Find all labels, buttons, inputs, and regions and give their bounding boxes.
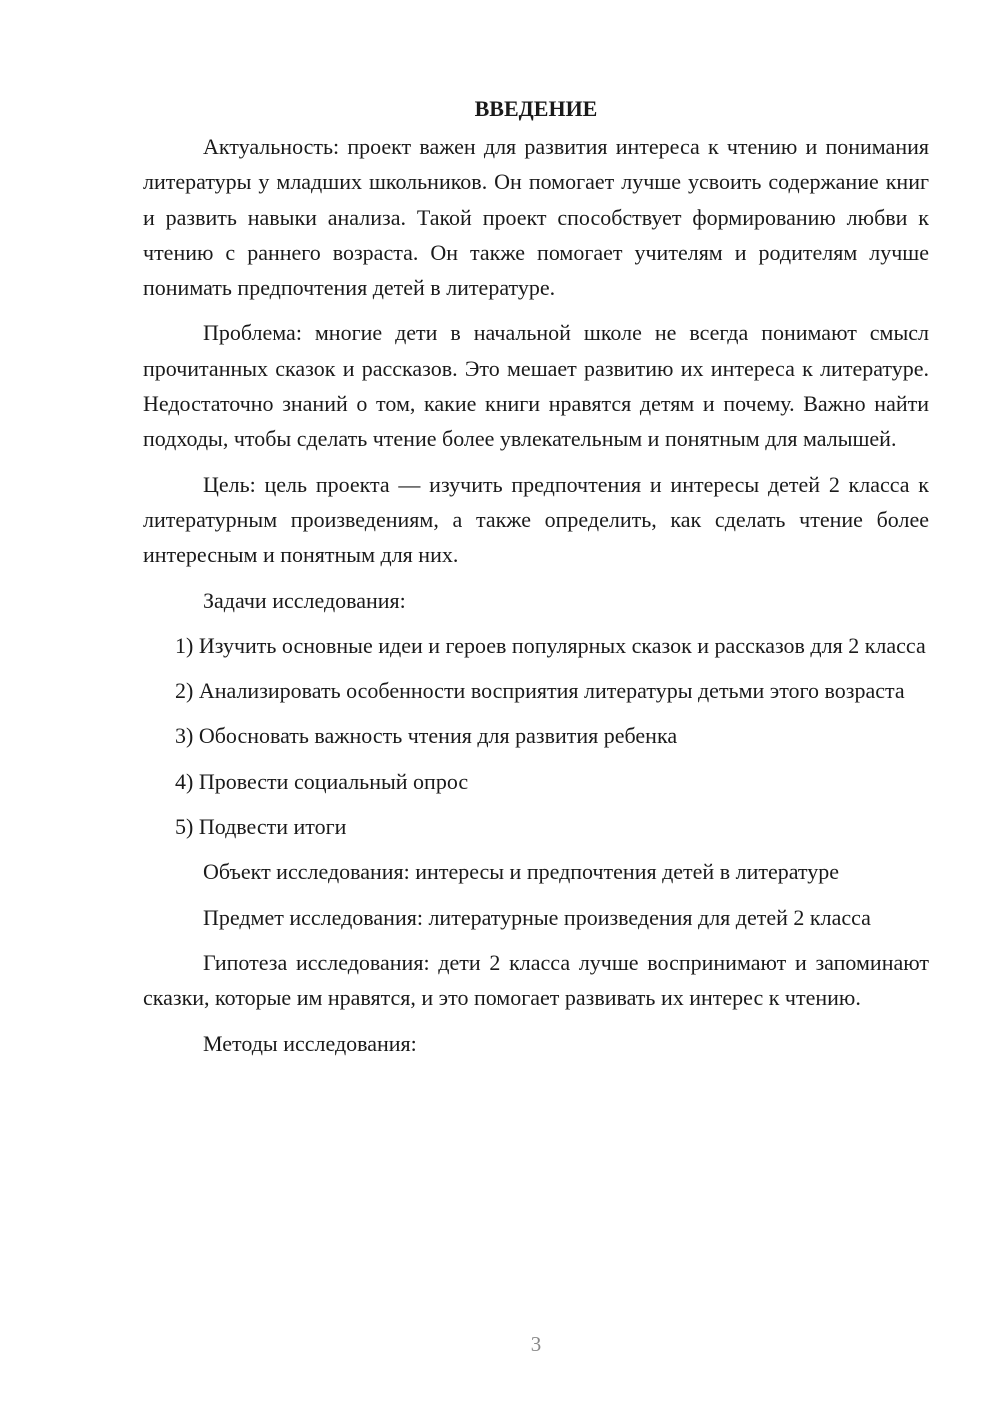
relevance-paragraph: Актуальность: проект важен для развития интереса к чтению и понимания литературы у младших школьников. Он помогает лучше усвоить содержание книг и развить навыки анализа. Такой проект способствует формированию любви к чтению с раннего возраста. Он также помогает учителям и родителям лучше понимать предпочтения детей в литературе. [143,134,929,301]
task-item-3: 3) Обосновать важность чтения для развития ребенка [175,723,678,749]
task-item-5: 5) Подвести итоги [175,814,347,840]
task-item-2: 2) Анализировать особенности восприятия литературы детьми этого возраста [175,678,905,704]
page-title: ВВЕДЕНИЕ [474,96,598,121]
problem-paragraph: Проблема: многие дети в начальной школе не всегда понимают смысл прочитанных сказок и рассказов. Это мешает развитию их интереса к литературе. Недостаточно знаний о том, какие книги нравятся детям и почему. Важно найти подходы, чтобы сделать чтение более увлекательным и понятным для малышей. [143,320,929,452]
document-page [143,92,929,1071]
tasks-heading: Задачи исследования: [203,587,406,613]
goal-paragraph: Цель: цель проекта — изучить предпочтения и интересы детей 2 класса к литературным произведениям, а также определить, как сделать чтение более интересным и понятным для них. [143,471,929,568]
hypothesis-paragraph: Гипотеза исследования: дети 2 класса лучше воспринимают и запоминают сказки, которые им нравятся, и это помогает развивать их интерес к чтению. [143,949,929,1011]
subject-paragraph: Предмет исследования: литературные произведения для детей 2 класса [203,904,871,930]
task-item-4: 4) Провести социальный опрос [175,768,469,794]
task-item-1: 1) Изучить основные идеи и героев популярных сказок и рассказов для 2 класса [175,632,926,658]
object-paragraph: Объект исследования: интересы и предпочтения детей в литературе [203,859,840,885]
page-number: 3 [530,1332,542,1356]
methods-heading: Методы исследования: [203,1030,417,1056]
